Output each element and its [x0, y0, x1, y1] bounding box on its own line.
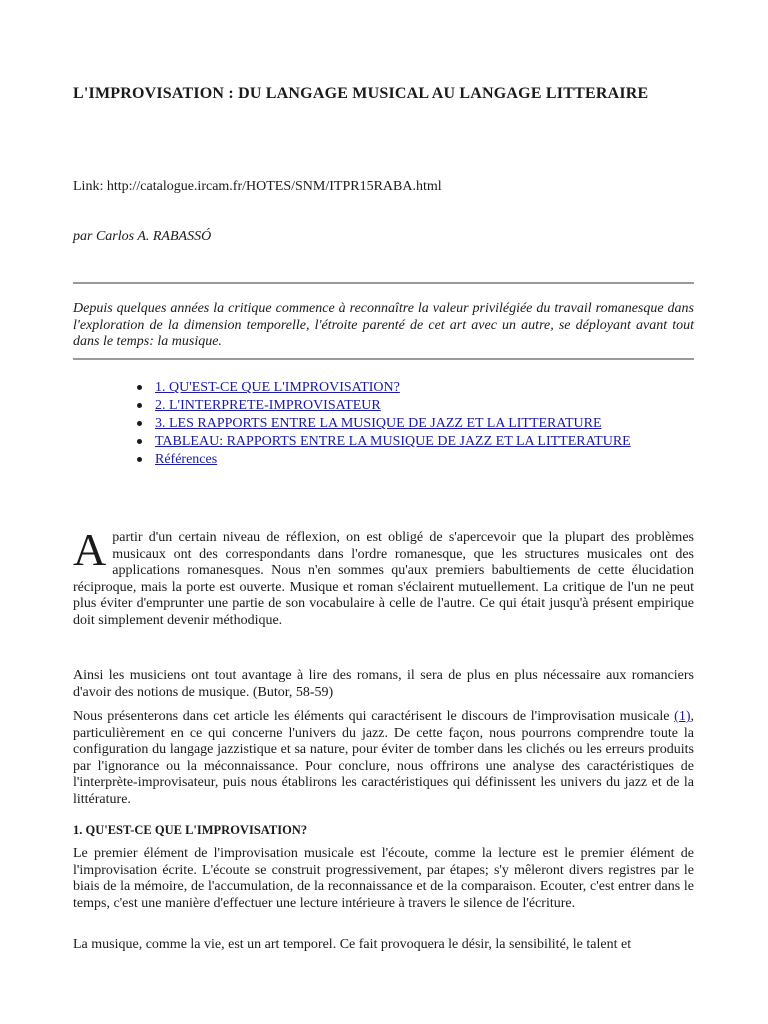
toc-item — [155, 397, 658, 414]
table-of-contents — [155, 379, 658, 469]
toc-item — [155, 379, 658, 396]
article-title: L'IMPROVISATION : DU LANGAGE MUSICAL AU LANGAGE LITTERAIRE — [73, 85, 649, 102]
abstract: Depuis quelques années la critique commence à reconnaître la valeur privilégiée du travail romanesque dans l'exploration de la dimension temporelle, l'étroite parenté de cet art avec un autre, se déployant avant tout dans le temps: la musique. — [73, 301, 694, 349]
paragraph-presentation — [73, 709, 694, 808]
drop-cap: A — [73, 524, 107, 575]
intro-text: partir d'un certain niveau de réflexion, on est obligé de s'apercevoir que la plupart des problèmes musicaux ont des correspondants dans l'ordre romanesque, que les structures musicales ont des applications romanesques. Nous n'en sommes qu'aux premiers babultiements de cette élucidation réciproque, mais la porte est ouverte. Musique et roman s'éclairent mutuellement. La critique de l'un ne peut plus éviter d'emprunter une partie de son vocabulaire à celle de l'autre. Ce qui était jusqu'à présent empirique doit simplement devenir méthodique. — [73, 530, 694, 628]
toc-link-improvisation[interactable]: 1. QU'EST-CE QUE L'IMPROVISATION? — [155, 380, 400, 395]
paragraph-butor: Ainsi les musiciens ont tout avantage à lire des romans, il sera de plus en plus nécessaire aux romanciers d'avoir des notions de musique. (Butor, 58-59) — [73, 668, 694, 700]
toc-item — [155, 451, 658, 468]
bottom-divider — [73, 358, 694, 360]
footnote-link-1[interactable]: (1) — [674, 709, 691, 724]
toc-link-rapports[interactable]: 3. LES RAPPORTS ENTRE LA MUSIQUE DE JAZZ ET LA LITTERATURE — [155, 416, 602, 431]
paragraph-musique: La musique, comme la vie, est un art temporel. Ce fait provoquera le désir, la sensibilité, le talent et — [73, 937, 632, 952]
top-divider — [73, 282, 694, 284]
paragraph-ecoute: Le premier élément de l'improvisation musicale est l'écoute, comme la lecture est le premier élément de l'improvisation écrite. L'écoute se construit progressivement, par étapes; s'y mêleront divers registres par le biais de la mémoire, de l'accumulation, de la reconnaissance et de la comparaison. Ecouter, c'est entrer dans le temps, c'est une manière d'effectuer une lecture intérieure à travers le silence de l'écriture. — [73, 846, 694, 911]
toc-link-references[interactable]: Références — [155, 452, 218, 467]
source-link-line — [73, 178, 442, 196]
paragraph-text: Nous présenterons dans cet article les éléments qui caractérisent le discours de l'improvisation musicale — [73, 709, 675, 724]
toc-link-interprete[interactable]: 2. L'INTERPRETE-IMPROVISATEUR — [155, 398, 381, 413]
author-byline: par Carlos A. RABASSÓ — [73, 229, 212, 244]
toc-item — [155, 415, 658, 432]
source-url: http://catalogue.ircam.fr/HOTES/SNM/ITPR15RABA.html — [106, 179, 442, 194]
paragraph-text: , particulièrement en ce qui concerne l'univers du jazz. De cette façon, nous pourrons comprendre toute la configuration du langage jazzistique et sa nature, pour éviter de tomber dans les clichés ou les erreurs produits par l'ignorance ou la méconnaissance. Pour conclure, nous offrirons une analyse des caractéristiques de l'interprète-improvisateur, puis nous établirons les caractéristiques qui définissent les univers du jazz et de la littérature. — [73, 709, 694, 807]
toc-link-tableau[interactable]: TABLEAU: RAPPORTS ENTRE LA MUSIQUE DE JAZZ ET LA LITTERATURE — [155, 434, 631, 449]
intro-paragraph — [73, 524, 694, 629]
link-label: Link: — [73, 179, 104, 194]
toc-item — [155, 433, 658, 450]
section-heading-1: 1. QU'EST-CE QUE L'IMPROVISATION? — [73, 823, 308, 837]
